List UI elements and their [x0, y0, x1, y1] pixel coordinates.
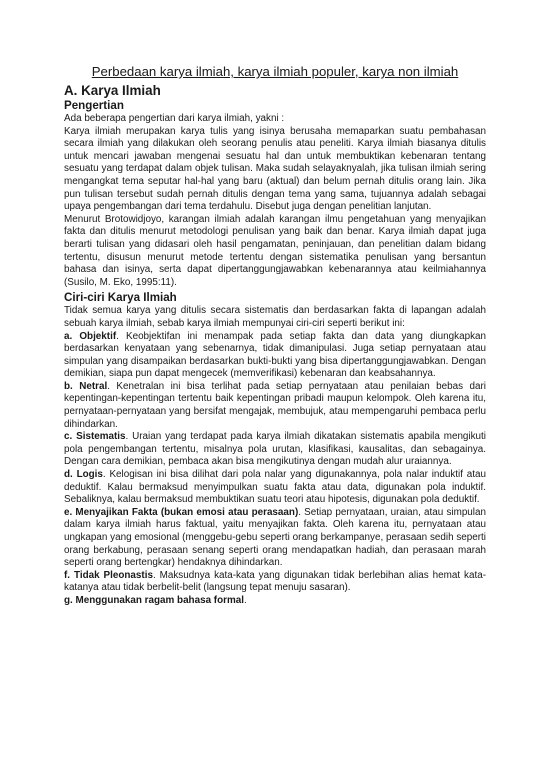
- item-text: .: [244, 594, 247, 606]
- item-label: g. Menggunakan ragam bahasa formal: [64, 594, 244, 606]
- paragraph-ciri-intro: Tidak semua karya yang ditulis secara sistematis dan berdasarkan fakta di lapangan adalah sebuah karya ilmiah, sebab karya ilmiah mempunyai ciri-ciri seperti berikut ini:: [64, 305, 486, 329]
- list-item-ragam-bahasa: [64, 595, 486, 608]
- paragraph-definition-2: Menurut Brotowidjoyo, karangan ilmiah adalah karangan ilmu pengetahuan yang menyajikan fakta dan ditulis menurut metodologi penulisan yang baik dan benar. Karya ilmiah dapat juga berarti tulisan yang didasari oleh hasil pengamatan, peninjauan, dan penelitian dalam bidang tertentu, disusun menurut metode tertentu dengan sistematika penulisan yang bersantun bahasa dan isinya, serta dapat dipertanggungjawabkan kebenarannya atau keilmiahannya (Susilo, M. Eko, 1995:11).: [64, 213, 486, 288]
- list-item-tidak-pleonastis: [64, 570, 486, 595]
- list-item-objektif: [64, 331, 486, 381]
- item-label: b. Netral: [64, 380, 108, 392]
- item-label: f. Tidak Pleonastis: [64, 569, 153, 581]
- paragraph-definition-1: Karya ilmiah merupakan karya tulis yang isinya berusaha memaparkan suatu pembahasan secara ilmiah yang dilakukan oleh seorang penulis atau peneliti. Karya ilmiah biasanya ditulis untuk mencari jawaban mengenai sesuatu hal dan untuk membuktikan kebenaran tentang sesuatu yang terdapat dalam objek tulisan. Maka sudah selayaknyalah, jika tulisan ilmiah sering mengangkat tema seputar hal-hal yang baru (aktual) dan belum pernah ditulis orang lain. Jika pun tulisan tersebut sudah pernah ditulis dengan tema yang sama, tujuannya adalah sebagai upaya pengembangan dari tema terdahulu. Disebut juga dengan penelitian lanjutan.: [64, 125, 486, 213]
- section-heading-karya-ilmiah: A. Karya Ilmiah: [64, 83, 161, 98]
- paragraph-intro: Ada beberapa pengertian dari karya ilmiah, yakni :: [64, 113, 285, 124]
- item-text: . Setiap pernyataan, uraian, atau simpulan dalam karya ilmiah harus faktual, yaitu menyajikan fakta. Oleh karena itu, pernyataan atau ungkapan yang emosional (menggebu-gebu seperti orang berkampanye, perasaan sedih seperti orang berkabung, perasaan senang seperti orang mendapatkan hadiah, dan perasaan marah seperti orang bertengkar) hendaknya dihindarkan.: [64, 506, 486, 569]
- item-text: . Maksudnya kata-kata yang digunakan tidak berlebihan alias hemat kata-katanya atau tidak berbelit-belit (langsung tepat menuju sasaran).: [64, 569, 486, 594]
- item-text: . Keobjektifan ini menampak pada setiap fakta dan data yang diungkapkan berdasarkan kenyataan yang sebenarnya, tidak dimanipulasi. Juga setiap pernyataan atau simpulan yang disampaikan berdasarkan bukti-bukti yang bisa dipertanggungjawabkan. Dengan demikian, siapa pun dapat mengecek (memverifikasi) kebenaran dan keabsahannya.: [64, 330, 486, 380]
- item-text: . Kelogisan ini bisa dilihat dari pola nalar yang digunakannya, pola nalar induktif atau deduktif. Kalau bermaksud menyimpulkan suatu fakta atau data, digunakan pola induktif. Sebaliknya, kalau bermaksud membuktikan suatu teori atau hipotesis, digunakan pola deduktif.: [64, 469, 486, 506]
- list-item-sistematis: [64, 431, 486, 469]
- item-label: e. Menyajikan Fakta (bukan emosi atau perasaan): [64, 506, 299, 518]
- subheading-pengertian: Pengertian: [64, 99, 124, 112]
- item-label: d. Logis: [64, 469, 103, 481]
- subheading-ciri-ciri: Ciri-ciri Karya Ilmiah: [64, 291, 177, 305]
- document-title: Perbedaan karya ilmiah, karya ilmiah populer, karya non ilmiah: [91, 64, 459, 79]
- list-item-netral: [64, 381, 486, 431]
- item-label: c. Sistematis: [64, 431, 126, 443]
- item-text: . Uraian yang terdapat pada karya ilmiah dikatakan sistematis apabila mengikuti pola pengembangan tertentu, misalnya pola urutan, klasifikasi, kausalitas, dan sebagainya. Dengan cara demikian, pembaca akan bisa mengikutinya dengan mudah alur uraiannya.: [64, 431, 486, 468]
- item-text: . Kenetralan ini bisa terlihat pada setiap pernyataan atau penilaian bebas dari kepentingan-kepentingan tertentu baik kepentingan pribadi maupun kelompok. Oleh karena itu, pernyataan-pernyataan yang bersifat mengajak, membujuk, atau mempengaruhi pembaca perlu dihindarkan.: [64, 380, 486, 430]
- list-item-logis: [64, 469, 486, 507]
- item-label: a. Objektif: [64, 330, 117, 342]
- list-item-fakta: [64, 507, 486, 570]
